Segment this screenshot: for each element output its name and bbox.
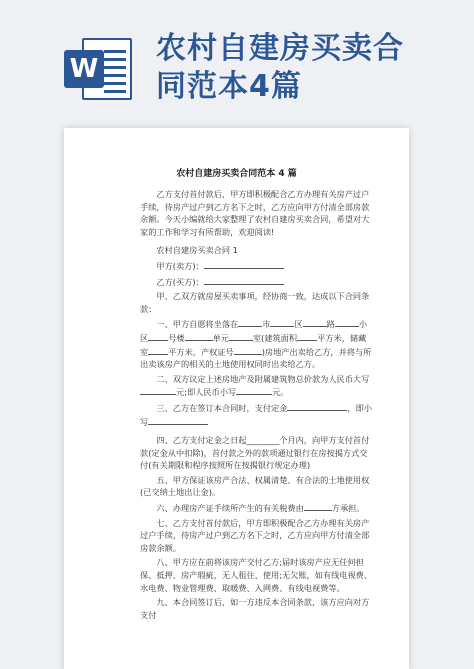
- clause1-text-d: 路: [326, 319, 335, 330]
- header: [0, 0, 474, 118]
- unit-blank[interactable]: [185, 331, 213, 341]
- deposit-blank[interactable]: [287, 401, 347, 411]
- clause1-text-g: 单元: [212, 332, 229, 343]
- city-blank[interactable]: [238, 317, 262, 327]
- clause-7: 七、乙方支付首付款后，甲方即积极配合乙方办理有关房产过户手续，待房产过户到乙方名下之时，乙方应向甲方付清全部房款余额。: [140, 517, 370, 553]
- clause6-text-b: 方承担。: [331, 503, 365, 514]
- clause1-text-e: 小区: [140, 319, 368, 343]
- tax-party-blank[interactable]: [304, 501, 332, 511]
- clause-8: 八、甲方应在前将该房产交付乙方;届时该房产应无任何担保、抵押、房产瑕疵，无人租住、使用;无欠账，如有线电视费、水电费、物业管理费、取暖费、入网费、有线电视费等。: [140, 557, 373, 593]
- clause-4: 四、乙方支付定金之日起________个月内，向甲方支付首付款(定金从中扣除)，首付款之外的款项通过银行在房按揭方式交付(有关期限和程序按照所在按揭银行规定办理): [140, 435, 370, 471]
- clause1-text-a: 一、甲方自愿将坐落在: [156, 319, 239, 330]
- clause3-text-b: ，即小写: [140, 402, 372, 427]
- preamble: 甲、乙双方就房屋买卖事项，经协商一致，达成以下合同条款：: [140, 291, 370, 314]
- party-a-label: 甲方(卖方)：: [156, 260, 204, 271]
- clause2-text-b: 元;即人民币小写: [176, 387, 237, 398]
- document-body: [140, 188, 372, 623]
- party-b-line: [140, 275, 372, 289]
- community-blank[interactable]: [335, 317, 359, 327]
- clause-1: [140, 317, 372, 370]
- intro-paragraph: 乙方支付首付款后，甲方即积极配合乙方办理有关房产过户手续，待房产过户到乙方名下之时，乙方应向甲方付清全部房款余额。今天小编就给大家整理了农村自建房买卖合同，希望对大家的工作和学习有所帮助，欢迎阅读!: [140, 189, 370, 237]
- document-page: [64, 128, 409, 669]
- clause2-text-a: 二、双方议定上述房地产及附属建筑物总价款为人民币大写: [156, 373, 370, 384]
- clause-5: 五、甲方保证该房产合法、权属清楚、有合法的土地使用权(已交纳土地出让金)。: [140, 474, 370, 498]
- party-b-label: 乙方(买方)：: [156, 276, 204, 287]
- clause1-text-f: 号楼: [168, 332, 185, 343]
- price-upper-blank[interactable]: [140, 385, 176, 395]
- clause-6: [140, 501, 372, 515]
- word-icon: [64, 36, 134, 102]
- contract1-title: 农村自建房买卖合同 1: [156, 245, 238, 256]
- price-lower-blank[interactable]: [236, 385, 272, 395]
- clause-9: 九、本合同签订后，如一方违反本合同条款，该方应向对方支付: [140, 597, 370, 620]
- page-title: [156, 30, 456, 106]
- clause1-text-b: 市: [262, 319, 271, 330]
- page-title-line2: 同范本4篇: [156, 69, 302, 104]
- clause3-text-a: 三、乙方在签订本合同时，支付定金: [156, 402, 288, 413]
- clause1-text-h: 室(建筑面积: [252, 332, 298, 343]
- page-title-line1: 农村自建房买卖合: [156, 31, 404, 66]
- clause-2: [140, 373, 372, 399]
- certificate-blank[interactable]: [234, 345, 262, 355]
- district-blank[interactable]: [270, 317, 294, 327]
- party-a-line: [140, 259, 372, 273]
- clause6-text-a: 六、办理房产证手续所产生的有关税费由: [156, 503, 304, 514]
- room-blank[interactable]: [229, 331, 253, 341]
- clause1-text-i: 平方米，储藏室: [140, 332, 367, 357]
- clause-3: [140, 401, 372, 428]
- deposit-lower-blank[interactable]: [148, 415, 208, 425]
- clause1-text-c: 区: [294, 319, 303, 330]
- storage-blank[interactable]: [148, 345, 168, 355]
- document-title: 农村自建房买卖合同范本 4 篇: [176, 169, 297, 179]
- party-a-blank[interactable]: [204, 259, 284, 269]
- clause2-text-c: 元。: [272, 387, 289, 398]
- clause1-text-k: )房地产出卖给乙方，并将与所出卖该房产的相关的土地使用权同时出卖给乙方。: [140, 346, 372, 370]
- clause1-text-j: 平方米，产权证号: [168, 346, 234, 357]
- party-b-blank[interactable]: [204, 275, 284, 285]
- word-badge: W: [64, 50, 104, 88]
- area-blank[interactable]: [297, 331, 317, 341]
- building-blank[interactable]: [148, 331, 168, 341]
- road-blank[interactable]: [303, 317, 327, 327]
